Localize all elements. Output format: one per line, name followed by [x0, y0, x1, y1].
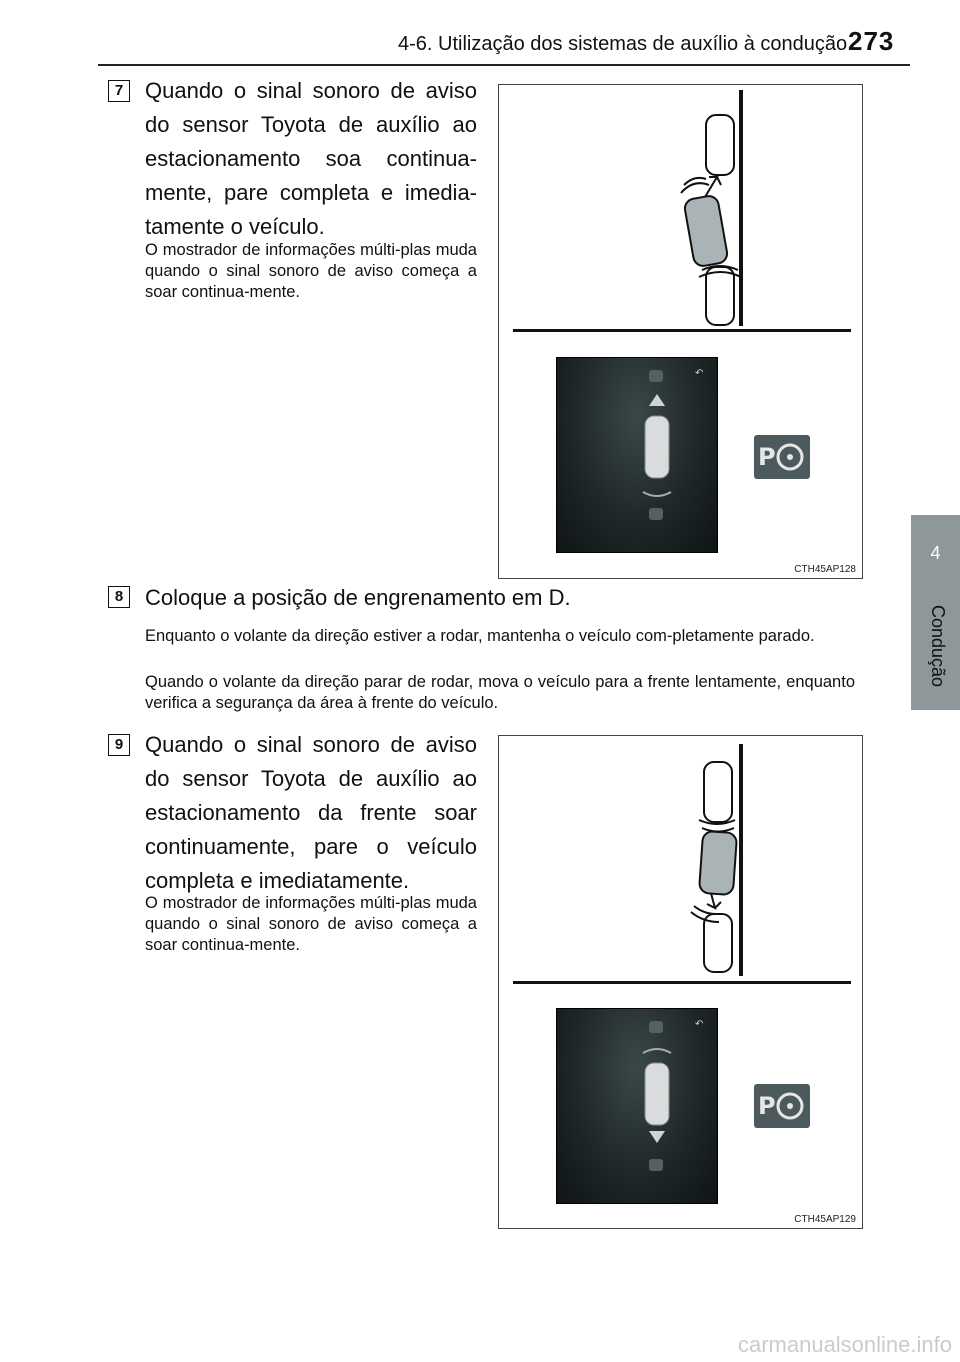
watermark: carmanualsonline.info	[737, 1332, 952, 1357]
divider-line	[513, 329, 851, 332]
step-9-heading: Quando o sinal sonoro de aviso do sensor Toyota de auxílio ao estacionamento da frente soar continuamente, pare o veículo completa e imediatamente.	[145, 732, 477, 893]
display-car-icon	[557, 358, 717, 552]
parking-diagram-top	[499, 736, 862, 986]
up-arrow-icon	[649, 394, 665, 406]
multi-info-display	[556, 357, 718, 553]
arrow-forward-icon	[705, 177, 721, 197]
display-car-icon	[557, 1009, 717, 1203]
parking-diagram-top	[499, 85, 862, 335]
page-number: 273	[848, 26, 895, 56]
chapter-tab-number: 4	[930, 543, 941, 563]
sensor-wave-icon	[681, 178, 709, 193]
figure-step-7	[498, 84, 863, 579]
parking-assist-indicator	[754, 435, 810, 479]
chapter-tab-label: Condução	[928, 605, 948, 688]
car-main-outline	[683, 195, 728, 268]
car-main-outline	[699, 831, 737, 895]
chapter-tab[interactable]	[911, 515, 960, 710]
car-front-outline	[704, 762, 732, 822]
step-7-heading: Quando o sinal sonoro de aviso do sensor Toyota de auxílio ao estacionamento soa continua-mente, pare completa e imedia-tamente o veículo.	[145, 78, 477, 239]
car-front-outline	[706, 115, 734, 175]
step-7-note: O mostrador de informações múlti-plas muda quando o sinal sonoro de aviso começa a soar continua-mente.	[145, 241, 477, 301]
step-8-note-2: Quando o volante da direção parar de rodar, mova o veículo para a frente lentamente, enquanto verifica a segurança da área à frente do veículo.	[145, 673, 855, 712]
step-7-badge: 7	[108, 80, 130, 102]
wall-line	[739, 744, 743, 976]
divider-line	[513, 981, 851, 984]
step-8-badge: 8	[108, 586, 130, 608]
park-letter: P	[758, 443, 776, 471]
wall-line	[739, 90, 743, 326]
svg-text:↶: ↶	[695, 1019, 704, 1030]
step-9-note: O mostrador de informações múlti-plas muda quando o sinal sonoro de aviso começa a soar continua-mente.	[145, 894, 477, 954]
down-arrow-icon	[649, 1131, 665, 1143]
step-8-heading: Coloque a posição de engrenamento em D.	[145, 585, 571, 610]
parking-assist-indicator	[754, 1084, 810, 1128]
svg-text:↶: ↶	[695, 368, 704, 379]
step-9-badge: 9	[108, 734, 130, 756]
figure-code-7: CTH45AP128	[794, 564, 856, 575]
header-rule	[98, 64, 910, 66]
figure-code-9: CTH45AP129	[794, 1214, 856, 1225]
section-header: 4-6. Utilização dos sistemas de auxílio à condução	[398, 33, 848, 55]
park-letter: P	[758, 1092, 776, 1120]
step-8-note-1: Enquanto o volante da direção estiver a rodar, mantenha o veículo com-pletamente parado.	[145, 627, 815, 645]
car-rear-outline	[706, 267, 734, 325]
figure-step-9	[498, 735, 863, 1229]
multi-info-display	[556, 1008, 718, 1204]
